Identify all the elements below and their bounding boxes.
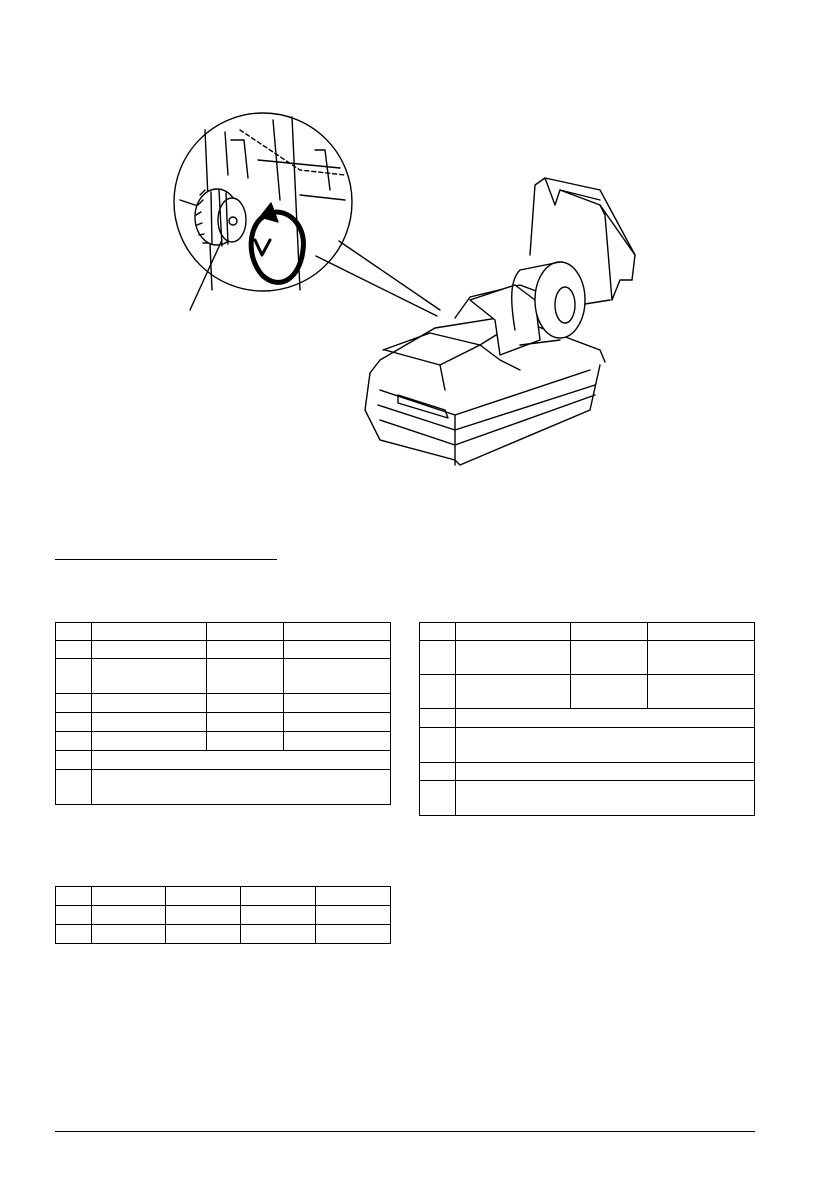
spec-table-left-top [55,622,391,805]
table-cell [206,713,284,732]
table-cell [570,623,648,641]
table-cell [420,709,456,728]
table-cell [206,694,284,713]
table-cell [648,623,755,641]
table-cell [648,675,755,709]
table-row [420,728,755,763]
table-cell [91,887,165,906]
table-row [420,641,755,675]
table-cell [206,623,284,641]
table-cell [56,694,92,713]
table-cell [570,675,648,709]
table-row [56,906,391,925]
spec-table-right-top [419,622,755,816]
table-cell [206,659,284,694]
table-row [56,694,391,713]
table-row [56,659,391,694]
table-cell [420,623,456,641]
table-cell [91,623,206,641]
table-cell [284,732,391,751]
table-cell [165,906,241,925]
table-cell [91,694,206,713]
table-cell [56,713,92,732]
table-cell [91,641,206,659]
table-cell [455,781,754,816]
table-cell [56,770,92,805]
table-cell [56,659,92,694]
table-cell [316,887,391,906]
table-cell [420,675,456,709]
table-cell [284,659,391,694]
table-cell [420,781,456,816]
table-cell [420,728,456,763]
table-row [56,641,391,659]
table-cell [284,623,391,641]
table-cell [56,641,92,659]
table-row [420,675,755,709]
table-row [56,751,391,770]
table-cell [420,641,456,675]
table-cell [56,906,92,925]
table-cell [91,925,165,944]
table-cell [56,623,92,641]
table-row [420,781,755,816]
table-cell [91,732,206,751]
table-row [420,623,755,641]
table-cell [241,887,316,906]
table-cell [455,728,754,763]
table-cell [56,732,92,751]
table-cell [165,925,241,944]
table-cell [455,763,754,781]
table-cell [316,925,391,944]
table-cell [165,887,241,906]
table-cell [648,641,755,675]
table-cell [56,751,92,770]
table-cell [91,713,206,732]
table-cell [91,659,206,694]
table-cell [284,713,391,732]
table-row [56,925,391,944]
table-cell [56,925,92,944]
table-cell [570,641,648,675]
table-cell [455,675,570,709]
table-row [56,887,391,906]
table-row [56,623,391,641]
table-cell [56,887,92,906]
table-cell [241,906,316,925]
spec-table-left-bottom [55,886,391,944]
table-cell [455,641,570,675]
table-cell [91,770,390,805]
table-cell [316,906,391,925]
printer-illustration [0,0,839,540]
table-cell [420,763,456,781]
table-row [56,713,391,732]
table-cell [206,641,284,659]
table-cell [91,751,390,770]
table-cell [284,641,391,659]
table-cell [206,732,284,751]
footer-divider [55,1131,755,1132]
table-row [56,732,391,751]
table-cell [455,623,570,641]
table-row [56,770,391,805]
table-cell [284,694,391,713]
table-row [420,763,755,781]
table-row [420,709,755,728]
table-cell [91,906,165,925]
table-cell [241,925,316,944]
table-cell [455,709,754,728]
section-heading-underline [55,559,277,560]
